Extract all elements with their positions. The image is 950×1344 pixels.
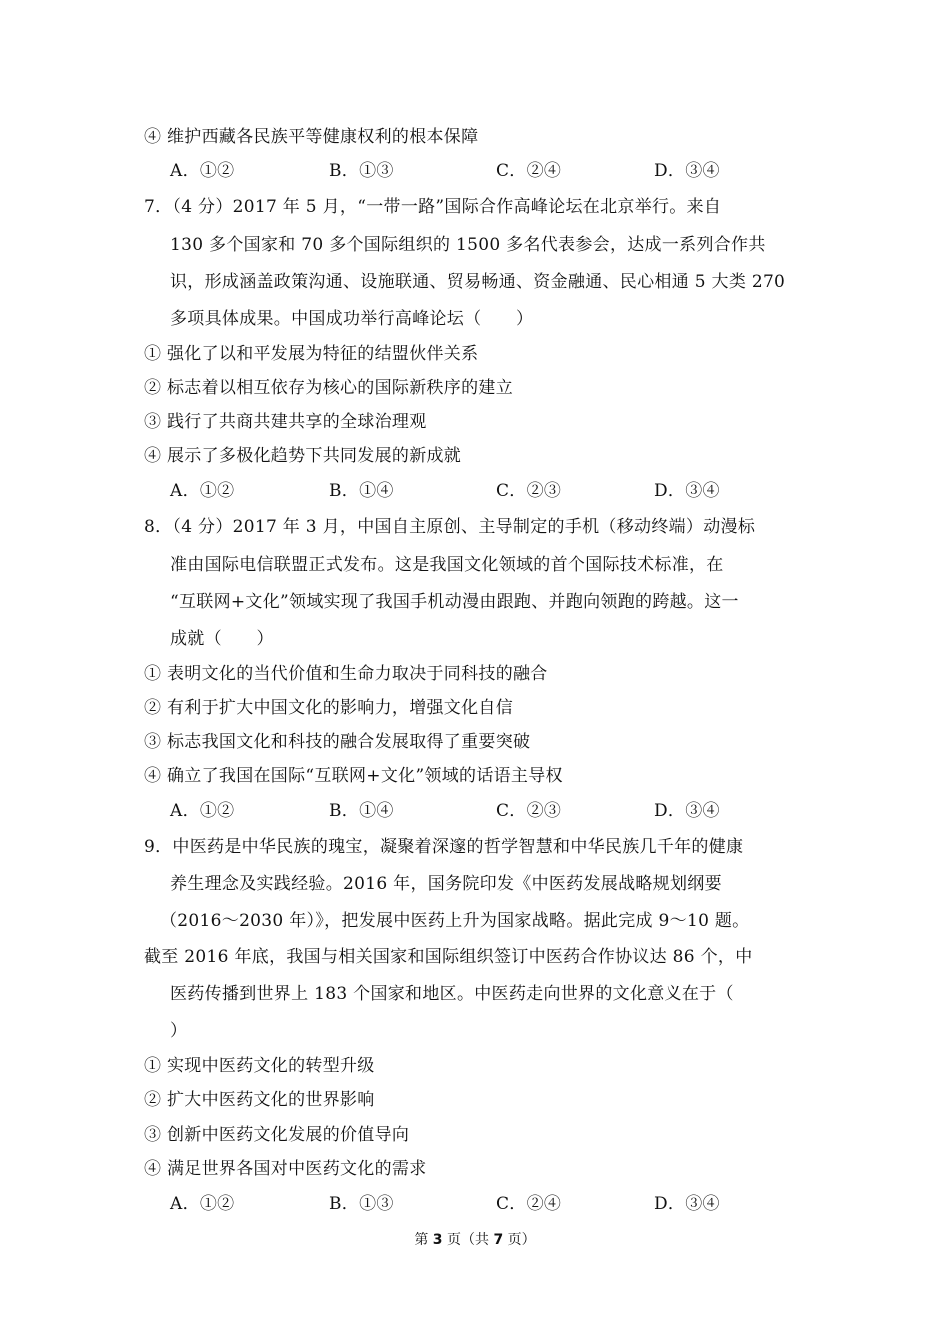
q9-stem-3: ） (170, 1021, 188, 1041)
q9-item-2: ② 扩大中医药文化的世界影响 (144, 1090, 375, 1110)
footer-prefix: 第 (414, 1232, 429, 1248)
q7-option-c: C．②③ (496, 481, 562, 501)
q9-item-3: ③ 创新中医药文化发展的价值导向 (144, 1125, 410, 1145)
footer-suffix: 页） (507, 1232, 536, 1248)
q9-stem-1: 截至 2016 年底，我国与相关国家和国际组织签订中医药合作协议达 86 个，中 (144, 947, 753, 967)
q6-option-b: B．①③ (329, 161, 394, 181)
q7-item-3: ③ 践行了共商共建共享的全球治理观 (144, 412, 427, 432)
q7-line-1: 7．（4 分）2017 年 5 月，“一带一路”国际合作高峰论坛在北京举行。来自 (144, 197, 722, 217)
q8-option-b: B．①④ (329, 801, 394, 821)
q8-option-d: D．③④ (654, 801, 720, 821)
q8-line-2: 准由国际电信联盟正式发布。这是我国文化领域的首个国际技术标准，在 (170, 555, 724, 575)
q9-stem-2: 医药传播到世界上 183 个国家和地区。中医药走向世界的文化意义在于（ (170, 984, 734, 1004)
q6-option-d: D．③④ (654, 161, 720, 181)
q9-item-4: ④ 满足世界各国对中医药文化的需求 (144, 1159, 427, 1179)
q8-item-3: ③ 标志我国文化和科技的融合发展取得了重要突破 (144, 732, 531, 752)
q8-item-1: ① 表明文化的当代价值和生命力取决于同科技的融合 (144, 664, 548, 684)
footer-mid: 页（共 (447, 1232, 489, 1248)
q8-option-a: A．①② (170, 801, 235, 821)
q7-line-4: 多项具体成果。中国成功举行高峰论坛（ ） (170, 309, 534, 329)
q8-item-4: ④ 确立了我国在国际“互联网+文化”领域的话语主导权 (144, 766, 563, 786)
q6-option-c: C．②④ (496, 161, 562, 181)
q8-line-3: “互联网+文化”领域实现了我国手机动漫由跟跑、并跑向领跑的跨越。这一 (170, 592, 739, 612)
q8-line-4: 成就（ ） (170, 629, 274, 649)
page-footer (0, 1230, 950, 1250)
q9-item-1: ① 实现中医药文化的转型升级 (144, 1056, 375, 1076)
q7-option-a: A．①② (170, 481, 235, 501)
q7-line-2: 130 多个国家和 70 多个国际组织的 1500 多名代表参会，达成一系列合作共 (170, 235, 766, 255)
q9-option-d: D．③④ (654, 1194, 720, 1214)
q9-line-1: 9．中医药是中华民族的瑰宝，凝聚着深邃的哲学智慧和中华民族几千年的健康 (144, 837, 744, 857)
q6-item-4: ④ 维护西藏各民族平等健康权利的根本保障 (144, 127, 479, 147)
q9-option-a: A．①② (170, 1194, 235, 1214)
q7-item-4: ④ 展示了多极化趋势下共同发展的新成就 (144, 446, 462, 466)
q8-option-c: C．②③ (496, 801, 562, 821)
q9-option-b: B．①③ (329, 1194, 394, 1214)
footer-page-number: 3 (432, 1232, 443, 1248)
footer-total-pages: 7 (493, 1232, 504, 1248)
q7-item-1: ① 强化了以和平发展为特征的结盟伙伴关系 (144, 344, 479, 364)
q7-option-d: D．③④ (654, 481, 720, 501)
q7-line-3: 识，形成涵盖政策沟通、设施联通、贸易畅通、资金融通、民心相通 5 大类 270 (170, 272, 786, 292)
q8-item-2: ② 有利于扩大中国文化的影响力，增强文化自信 (144, 698, 514, 718)
q9-line-2: 养生理念及实践经验。2016 年，国务院印发《中医药发展战略规划纲要 (170, 874, 722, 894)
q7-option-b: B．①④ (329, 481, 394, 501)
q8-line-1: 8．（4 分）2017 年 3 月，中国自主原创、主导制定的手机（移动终端）动漫标 (144, 517, 756, 537)
q7-item-2: ② 标志着以相互依存为核心的国际新秩序的建立 (144, 378, 514, 398)
q6-option-a: A．①② (170, 161, 235, 181)
q9-option-c: C．②④ (496, 1194, 562, 1214)
q9-line-3: （2016～2030 年）》，把发展中医药上升为国家战略。据此完成 9～10 题。 (160, 911, 750, 931)
